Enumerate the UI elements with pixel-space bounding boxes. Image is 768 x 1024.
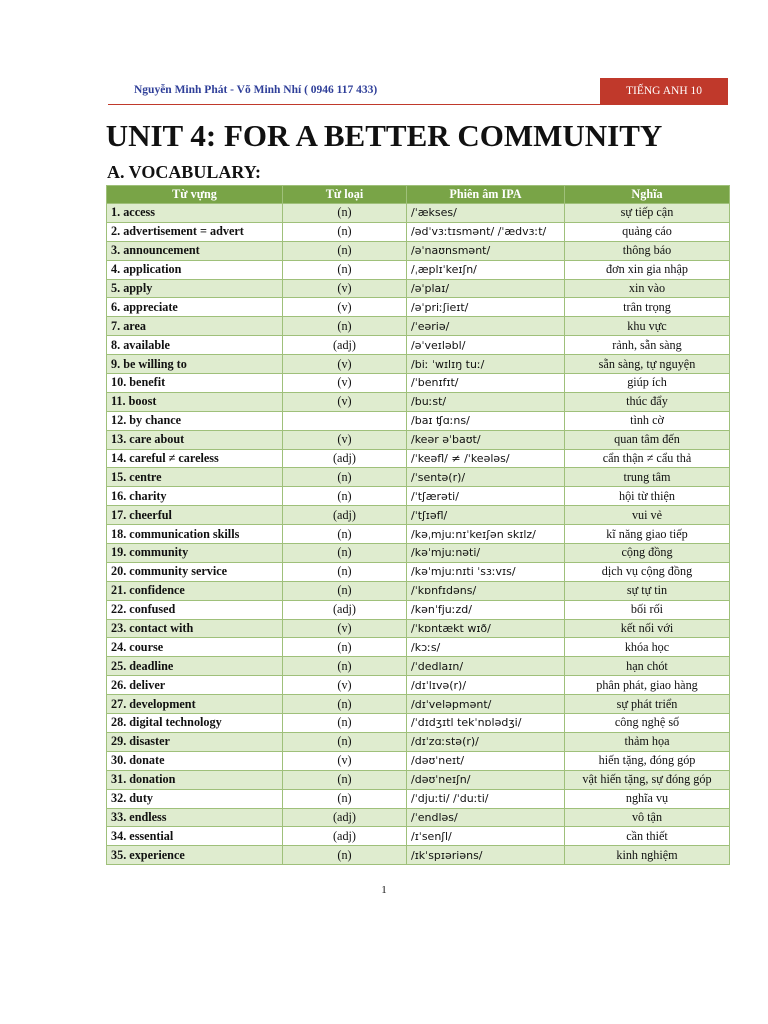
ipa-transcription: /əˈpriːʃieɪt/	[407, 298, 565, 317]
table-row	[107, 732, 730, 751]
word-type: (n)	[283, 204, 407, 223]
ipa-transcription: /ˌæplɪˈkeɪʃn/	[407, 260, 565, 279]
table-row	[107, 468, 730, 487]
meaning: kĩ năng giao tiếp	[565, 525, 730, 544]
table-row	[107, 241, 730, 260]
table-header-row	[107, 186, 730, 204]
table-row	[107, 619, 730, 638]
word-type: (adj)	[283, 808, 407, 827]
column-header-meaning: Nghĩa	[565, 186, 730, 204]
vocab-word: 32. duty	[107, 789, 283, 808]
vocab-word: 3. announcement	[107, 241, 283, 260]
vocab-word: 35. experience	[107, 846, 283, 865]
ipa-transcription: /əˈplaɪ/	[407, 279, 565, 298]
ipa-transcription: /ˈækses/	[407, 204, 565, 223]
vocab-word: 25. deadline	[107, 657, 283, 676]
word-type: (n)	[283, 846, 407, 865]
table-row	[107, 506, 730, 525]
table-row	[107, 770, 730, 789]
word-type: (v)	[283, 619, 407, 638]
word-type: (v)	[283, 751, 407, 770]
ipa-transcription: /kɔːs/	[407, 638, 565, 657]
ipa-transcription: /kənˈfjuːzd/	[407, 600, 565, 619]
vocab-word: 2. advertisement = advert	[107, 222, 283, 241]
vocabulary-table	[106, 185, 730, 865]
table-row	[107, 581, 730, 600]
meaning: vui vẻ	[565, 506, 730, 525]
word-type: (n)	[283, 544, 407, 563]
word-type: (v)	[283, 355, 407, 374]
vocab-word: 27. development	[107, 695, 283, 714]
table-row	[107, 676, 730, 695]
vocab-word: 23. contact with	[107, 619, 283, 638]
table-row	[107, 789, 730, 808]
meaning: khu vực	[565, 317, 730, 336]
meaning: cộng đồng	[565, 544, 730, 563]
ipa-transcription: /kəˈmjuːnɪti ˈsɜːvɪs/	[407, 562, 565, 581]
meaning: trân trọng	[565, 298, 730, 317]
ipa-transcription: /dəʊˈneɪt/	[407, 751, 565, 770]
table-row	[107, 657, 730, 676]
vocab-word: 24. course	[107, 638, 283, 657]
table-row	[107, 392, 730, 411]
vocab-word: 34. essential	[107, 827, 283, 846]
vocab-word: 28. digital technology	[107, 714, 283, 733]
vocab-word: 5. apply	[107, 279, 283, 298]
ipa-transcription: /ɪkˈspɪəriəns/	[407, 846, 565, 865]
ipa-transcription: /ˈbenɪfɪt/	[407, 374, 565, 393]
meaning: quảng cáo	[565, 222, 730, 241]
meaning: hiến tặng, đóng góp	[565, 751, 730, 770]
table-row	[107, 846, 730, 865]
ipa-transcription: /ˈtʃɪəfl/	[407, 506, 565, 525]
vocab-word: 30. donate	[107, 751, 283, 770]
meaning: sẵn sàng, tự nguyện	[565, 355, 730, 374]
ipa-transcription: /kəˌmjuːnɪˈkeɪʃən skɪlz/	[407, 525, 565, 544]
vocab-word: 22. confused	[107, 600, 283, 619]
vocab-word: 18. communication skills	[107, 525, 283, 544]
page-header	[108, 78, 728, 105]
meaning: sự tự tin	[565, 581, 730, 600]
vocab-word: 1. access	[107, 204, 283, 223]
word-type: (n)	[283, 657, 407, 676]
table-row	[107, 562, 730, 581]
ipa-transcription: /kəˈmjuːnəti/	[407, 544, 565, 563]
table-row	[107, 808, 730, 827]
word-type: (n)	[283, 468, 407, 487]
word-type: (n)	[283, 562, 407, 581]
page-number: 1	[381, 884, 387, 896]
vocab-word: 6. appreciate	[107, 298, 283, 317]
vocab-word: 21. confidence	[107, 581, 283, 600]
column-header-word-type: Từ loại	[283, 186, 407, 204]
vocab-word: 12. by chance	[107, 411, 283, 430]
table-row	[107, 487, 730, 506]
meaning: rảnh, sẵn sàng	[565, 336, 730, 355]
author-names: Nguyễn Minh Phát - Võ Minh Nhí ( 0946 117 433)	[134, 84, 378, 96]
table-row	[107, 355, 730, 374]
vocab-word: 19. community	[107, 544, 283, 563]
table-row	[107, 638, 730, 657]
table-row	[107, 260, 730, 279]
word-type: (v)	[283, 374, 407, 393]
meaning: hạn chót	[565, 657, 730, 676]
vocab-word: 31. donation	[107, 770, 283, 789]
meaning: sự tiếp cận	[565, 204, 730, 223]
vocab-word: 17. cheerful	[107, 506, 283, 525]
table-row	[107, 204, 730, 223]
table-row	[107, 222, 730, 241]
meaning: sự phát triển	[565, 695, 730, 714]
meaning: vô tận	[565, 808, 730, 827]
ipa-transcription: /ɪˈsenʃl/	[407, 827, 565, 846]
vocab-word: 4. application	[107, 260, 283, 279]
meaning: xin vào	[565, 279, 730, 298]
word-type: (n)	[283, 525, 407, 544]
word-type: (adj)	[283, 600, 407, 619]
ipa-transcription: /keər əˈbaʊt/	[407, 430, 565, 449]
word-type: (v)	[283, 298, 407, 317]
subject-badge: TIẾNG ANH 10	[600, 78, 728, 104]
word-type: (v)	[283, 392, 407, 411]
vocab-word: 15. centre	[107, 468, 283, 487]
ipa-transcription: /biː ˈwɪlɪŋ tuː/	[407, 355, 565, 374]
word-type: (n)	[283, 487, 407, 506]
ipa-transcription: /buːst/	[407, 392, 565, 411]
word-type: (v)	[283, 676, 407, 695]
meaning: hội từ thiện	[565, 487, 730, 506]
vocab-word: 11. boost	[107, 392, 283, 411]
table-row	[107, 279, 730, 298]
ipa-transcription: /ədˈvɜːtɪsmənt/ /ˈædvɜːt/	[407, 222, 565, 241]
meaning: quan tâm đến	[565, 430, 730, 449]
meaning: công nghệ số	[565, 714, 730, 733]
meaning: nghĩa vụ	[565, 789, 730, 808]
page-title: UNIT 4: FOR A BETTER COMMUNITY	[105, 118, 663, 153]
ipa-transcription: /ˈkeəfl/ ≠ /ˈkeələs/	[407, 449, 565, 468]
word-type: (n)	[283, 695, 407, 714]
meaning: cần thiết	[565, 827, 730, 846]
word-type: (v)	[283, 430, 407, 449]
word-type: (n)	[283, 241, 407, 260]
meaning: kết nối với	[565, 619, 730, 638]
vocab-word: 29. disaster	[107, 732, 283, 751]
table-row	[107, 714, 730, 733]
table-row	[107, 430, 730, 449]
section-heading: A. VOCABULARY:	[107, 162, 262, 182]
ipa-transcription: /ˈdɪdʒɪtl tekˈnɒlədʒi/	[407, 714, 565, 733]
meaning: đơn xin gia nhập	[565, 260, 730, 279]
vocab-word: 20. community service	[107, 562, 283, 581]
table-row	[107, 374, 730, 393]
meaning: giúp ích	[565, 374, 730, 393]
vocab-word: 26. deliver	[107, 676, 283, 695]
table-row	[107, 751, 730, 770]
meaning: thảm họa	[565, 732, 730, 751]
word-type: (n)	[283, 732, 407, 751]
ipa-transcription: /əˈveɪləbl/	[407, 336, 565, 355]
word-type: (n)	[283, 638, 407, 657]
meaning: trung tâm	[565, 468, 730, 487]
meaning: dịch vụ cộng đồng	[565, 562, 730, 581]
meaning: bối rối	[565, 600, 730, 619]
ipa-transcription: /dɪˈlɪvə(r)/	[407, 676, 565, 695]
word-type: (n)	[283, 222, 407, 241]
ipa-transcription: /ˈtʃærəti/	[407, 487, 565, 506]
meaning: phân phát, giao hàng	[565, 676, 730, 695]
vocab-word: 14. careful ≠ careless	[107, 449, 283, 468]
meaning: thông báo	[565, 241, 730, 260]
word-type: (n)	[283, 770, 407, 789]
ipa-transcription: /ˈeəriə/	[407, 317, 565, 336]
meaning: kinh nghiệm	[565, 846, 730, 865]
word-type: (n)	[283, 317, 407, 336]
word-type: (n)	[283, 581, 407, 600]
word-type	[283, 411, 407, 430]
word-type: (adj)	[283, 336, 407, 355]
ipa-transcription: /baɪ ʧɑːns/	[407, 411, 565, 430]
ipa-transcription: /ˈdedlaɪn/	[407, 657, 565, 676]
ipa-transcription: /ˈdjuːti/ /ˈduːti/	[407, 789, 565, 808]
ipa-transcription: /əˈnaʊnsmənt/	[407, 241, 565, 260]
word-type: (n)	[283, 789, 407, 808]
table-row	[107, 449, 730, 468]
ipa-transcription: /dɪˈveləpmənt/	[407, 695, 565, 714]
ipa-transcription: /ˈkɒnfɪdəns/	[407, 581, 565, 600]
table-row	[107, 317, 730, 336]
meaning: thúc đẩy	[565, 392, 730, 411]
table-row	[107, 298, 730, 317]
ipa-transcription: /ˈendləs/	[407, 808, 565, 827]
meaning: cẩn thận ≠ cẩu thả	[565, 449, 730, 468]
column-header-ipa: Phiên âm IPA	[407, 186, 565, 204]
word-type: (n)	[283, 714, 407, 733]
word-type: (adj)	[283, 449, 407, 468]
meaning: vật hiến tặng, sự đóng góp	[565, 770, 730, 789]
word-type: (v)	[283, 279, 407, 298]
vocab-word: 33. endless	[107, 808, 283, 827]
ipa-transcription: /dɪˈzɑːstə(r)/	[407, 732, 565, 751]
vocab-word: 7. area	[107, 317, 283, 336]
table-row	[107, 695, 730, 714]
table-row	[107, 544, 730, 563]
table-row	[107, 411, 730, 430]
word-type: (n)	[283, 260, 407, 279]
vocab-word: 16. charity	[107, 487, 283, 506]
vocab-word: 13. care about	[107, 430, 283, 449]
table-row	[107, 336, 730, 355]
vocab-word: 10. benefit	[107, 374, 283, 393]
table-row	[107, 827, 730, 846]
word-type: (adj)	[283, 827, 407, 846]
ipa-transcription: /ˈsentə(r)/	[407, 468, 565, 487]
ipa-transcription: /ˈkɒntækt wɪð/	[407, 619, 565, 638]
vocab-word: 9. be willing to	[107, 355, 283, 374]
table-row	[107, 600, 730, 619]
vocab-word: 8. available	[107, 336, 283, 355]
column-header-word: Từ vựng	[107, 186, 283, 204]
meaning: tình cờ	[565, 411, 730, 430]
ipa-transcription: /dəʊˈneɪʃn/	[407, 770, 565, 789]
table-row	[107, 525, 730, 544]
meaning: khóa học	[565, 638, 730, 657]
word-type: (adj)	[283, 506, 407, 525]
vocabulary-table-body	[107, 204, 730, 865]
